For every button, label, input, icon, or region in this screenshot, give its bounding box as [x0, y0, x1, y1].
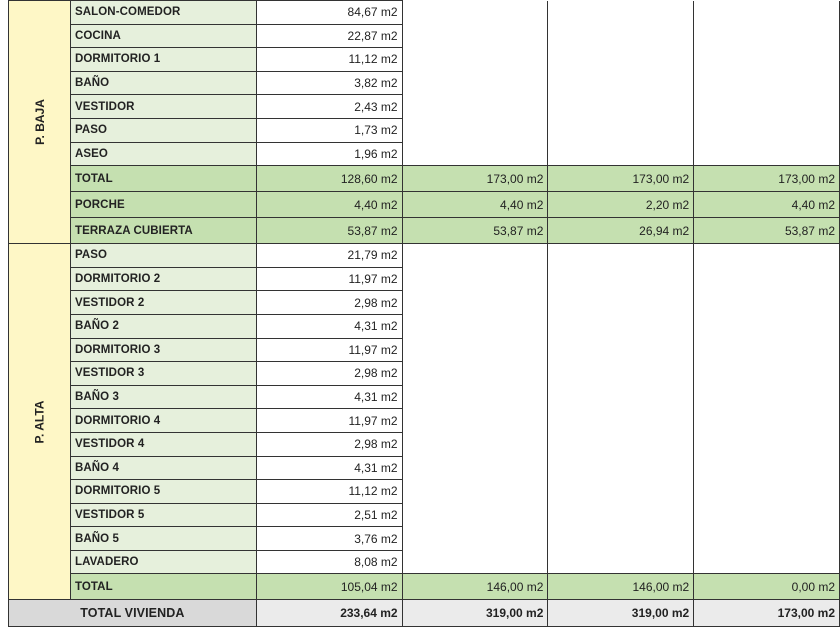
- table-row: [9, 1, 840, 25]
- room-area: 4,31 m2: [256, 314, 402, 338]
- empty-cell: [548, 1, 694, 166]
- room-name: VESTIDOR: [70, 95, 256, 119]
- terraza-value: 53,87 m2: [402, 218, 548, 244]
- room-name: DORMITORIO 3: [70, 338, 256, 362]
- room-area: 1,96 m2: [256, 142, 402, 166]
- section-label-p-alta: P. ALTA: [9, 244, 71, 600]
- room-area: 11,12 m2: [256, 48, 402, 72]
- room-name: VESTIDOR 4: [70, 432, 256, 456]
- room-area: 2,98 m2: [256, 291, 402, 315]
- room-name: VESTIDOR 5: [70, 503, 256, 527]
- total-value: 173,00 m2: [548, 166, 694, 192]
- terraza-label: TERRAZA CUBIERTA: [70, 218, 256, 244]
- empty-cell: [402, 244, 548, 574]
- total-value: 105,04 m2: [256, 574, 402, 600]
- room-area: 11,97 m2: [256, 338, 402, 362]
- room-name: BAÑO 4: [70, 456, 256, 480]
- room-name: VESTIDOR 3: [70, 362, 256, 386]
- grand-total-row: [9, 600, 840, 627]
- room-name: VESTIDOR 2: [70, 291, 256, 315]
- total-value: 173,00 m2: [694, 166, 840, 192]
- room-name: SALON-COMEDOR: [70, 1, 256, 25]
- room-name: DORMITORIO 4: [70, 409, 256, 433]
- total-value: 128,60 m2: [256, 166, 402, 192]
- room-area: 2,51 m2: [256, 503, 402, 527]
- total-label: TOTAL: [70, 574, 256, 600]
- room-area: 21,79 m2: [256, 244, 402, 268]
- room-area: 4,31 m2: [256, 385, 402, 409]
- room-name: PASO: [70, 244, 256, 268]
- terraza-row: [9, 218, 840, 244]
- room-area: 1,73 m2: [256, 118, 402, 142]
- total-value: 146,00 m2: [402, 574, 548, 600]
- porche-value: 2,20 m2: [548, 192, 694, 218]
- room-name: BAÑO 2: [70, 314, 256, 338]
- room-name: DORMITORIO 1: [70, 48, 256, 72]
- total-value: 173,00 m2: [402, 166, 548, 192]
- room-area: 8,08 m2: [256, 550, 402, 574]
- grand-total-value: 173,00 m2: [694, 600, 840, 627]
- porche-label: PORCHE: [70, 192, 256, 218]
- room-name: PASO: [70, 118, 256, 142]
- terraza-value: 26,94 m2: [548, 218, 694, 244]
- empty-cell: [402, 1, 548, 166]
- room-area: 22,87 m2: [256, 24, 402, 48]
- empty-cell: [694, 1, 840, 166]
- terraza-value: 53,87 m2: [694, 218, 840, 244]
- room-area: 11,12 m2: [256, 480, 402, 504]
- room-name: DORMITORIO 2: [70, 267, 256, 291]
- table-row: [9, 244, 840, 268]
- grand-total-value: 233,64 m2: [256, 600, 402, 627]
- total-value: 0,00 m2: [694, 574, 840, 600]
- section-label-p-baja: P. BAJA: [9, 1, 71, 244]
- room-area: 11,97 m2: [256, 409, 402, 433]
- room-area: 4,31 m2: [256, 456, 402, 480]
- porche-value: 4,40 m2: [402, 192, 548, 218]
- room-area: 2,98 m2: [256, 432, 402, 456]
- total-row-p-alta: [9, 574, 840, 600]
- room-name: LAVADERO: [70, 550, 256, 574]
- porche-value: 4,40 m2: [256, 192, 402, 218]
- porche-value: 4,40 m2: [694, 192, 840, 218]
- total-value: 146,00 m2: [548, 574, 694, 600]
- total-row-p-baja: [9, 166, 840, 192]
- room-name: BAÑO: [70, 71, 256, 95]
- total-label: TOTAL: [70, 166, 256, 192]
- room-name: DORMITORIO 5: [70, 480, 256, 504]
- empty-cell: [548, 244, 694, 574]
- room-area: 84,67 m2: [256, 1, 402, 25]
- grand-total-value: 319,00 m2: [548, 600, 694, 627]
- grand-total-value: 319,00 m2: [402, 600, 548, 627]
- terraza-value: 53,87 m2: [256, 218, 402, 244]
- room-area: 3,76 m2: [256, 527, 402, 551]
- surface-table: [8, 0, 840, 627]
- empty-cell: [694, 244, 840, 574]
- porche-row: [9, 192, 840, 218]
- room-name: BAÑO 5: [70, 527, 256, 551]
- room-name: COCINA: [70, 24, 256, 48]
- room-name: ASEO: [70, 142, 256, 166]
- room-area: 3,82 m2: [256, 71, 402, 95]
- room-name: BAÑO 3: [70, 385, 256, 409]
- room-area: 2,98 m2: [256, 362, 402, 386]
- grand-total-label: TOTAL VIVIENDA: [9, 600, 257, 627]
- room-area: 2,43 m2: [256, 95, 402, 119]
- room-area: 11,97 m2: [256, 267, 402, 291]
